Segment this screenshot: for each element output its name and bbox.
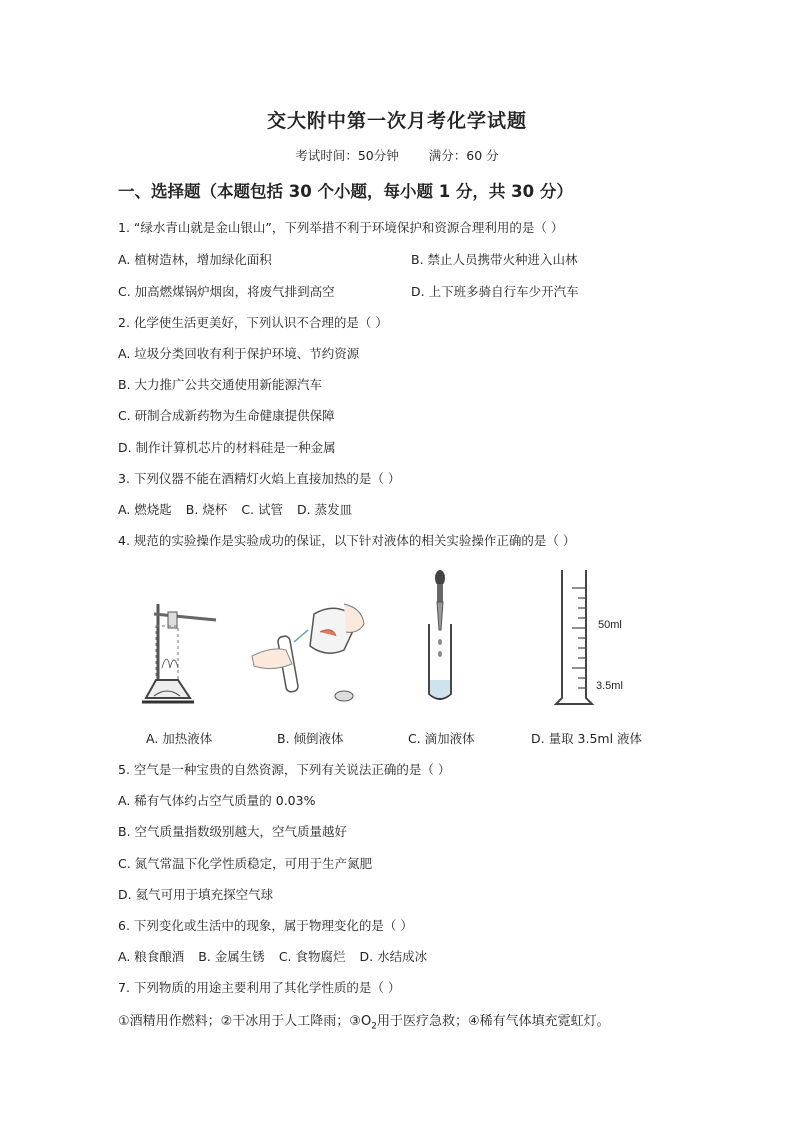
q5-option-a: A. 稀有气体约占空气质量的 0.03% (118, 793, 316, 808)
q4-figures (118, 560, 678, 730)
heating-liquid-figure (132, 598, 222, 708)
q2-option-b: B. 大力推广公共交通使用新能源汽车 (118, 377, 323, 392)
pouring-liquid-figure (244, 596, 384, 706)
exam-score: 满分：60 分 (428, 148, 499, 163)
q7-stem: 7. 下列物质的用途主要利用了其化学性质的是（ ） (118, 980, 401, 995)
q1-option-a: A. 植树造林，增加绿化面积 (118, 252, 272, 267)
q7-items-part2: 用于医疗急救；④稀有气体填充霓虹灯。 (376, 1014, 610, 1029)
q1-option-c: C. 加高燃煤锅炉烟囱，将废气排到高空 (118, 284, 335, 299)
q4-option-a: A. 加热液体 (146, 731, 213, 746)
exam-info (0, 146, 794, 164)
q3-option-c: C. 试管 (241, 502, 283, 517)
q6-options (118, 947, 441, 965)
q1-option-b: B. 禁止人员携带火种进入山林 (411, 252, 578, 267)
q4-option-b: B. 倾倒液体 (277, 731, 344, 746)
exam-time: 考试时间：50分钟 (295, 148, 399, 163)
q4-option-c: C. 滴加液体 (408, 731, 475, 746)
section-heading: 一、选择题（本题包括 30 个小题，每小题 1 分，共 30 分） (118, 182, 573, 201)
cylinder-top-label: 50ml (598, 619, 622, 631)
q7-items-part1: ①酒精用作燃料；②干冰用于人工降雨；③O (118, 1014, 372, 1029)
q3-options (118, 500, 366, 518)
q2-option-a: A. 垃圾分类回收有利于保护环境、节约资源 (118, 346, 360, 361)
q6-option-c: C. 食物腐烂 (278, 949, 346, 964)
q3-option-a: A. 燃烧匙 (118, 502, 172, 517)
q5-stem: 5. 空气是一种宝贵的自然资源，下列有关说法正确的是（ ） (118, 762, 451, 777)
q5-option-c: C. 氮气常温下化学性质稳定，可用于生产氮肥 (118, 856, 373, 871)
dropping-liquid-figure (422, 568, 462, 708)
q6-option-a: A. 粮食酿酒 (118, 949, 185, 964)
q7-items-subscript: 2 (371, 1021, 377, 1032)
cylinder-bottom-label: 3.5ml (596, 680, 623, 692)
q4-option-d: D. 量取 3.5ml 液体 (531, 731, 643, 746)
q4-stem: 4. 规范的实验操作是实验成功的保证，以下针对液体的相关实验操作正确的是（ ） (118, 533, 576, 548)
q2-stem: 2. 化学使生活更美好，下列认识不合理的是（ ） (118, 315, 388, 330)
q7-items (118, 1010, 610, 1032)
q2-option-d: D. 制作计算机芯片的材料硅是一种金属 (118, 440, 336, 455)
q6-option-d: D. 水结成冰 (359, 949, 428, 964)
page-title: 交大附中第一次月考化学试题 (266, 110, 527, 132)
q5-option-d: D. 氦气可用于填充探空气球 (118, 887, 274, 902)
q1-stem: 1. “绿水青山就是金山银山”，下列举措不利于环境保护和资源合理利用的是（ ） (118, 220, 564, 235)
q6-stem: 6. 下列变化或生活中的现象，属于物理变化的是（ ） (118, 918, 413, 933)
q5-option-b: B. 空气质量指数级别越大，空气质量越好 (118, 824, 348, 839)
q3-option-d: D. 蒸发皿 (297, 502, 353, 517)
graduated-cylinder-figure (554, 568, 664, 708)
q2-option-c: C. 研制合成新药物为生命健康提供保障 (118, 408, 335, 423)
q3-stem: 3. 下列仪器不能在酒精灯火焰上直接加热的是（ ） (118, 471, 401, 486)
q1-option-d: D. 上下班多骑自行车少开汽车 (411, 284, 579, 299)
q6-option-b: B. 金属生锈 (198, 949, 265, 964)
q3-option-b: B. 烧杯 (185, 502, 228, 517)
